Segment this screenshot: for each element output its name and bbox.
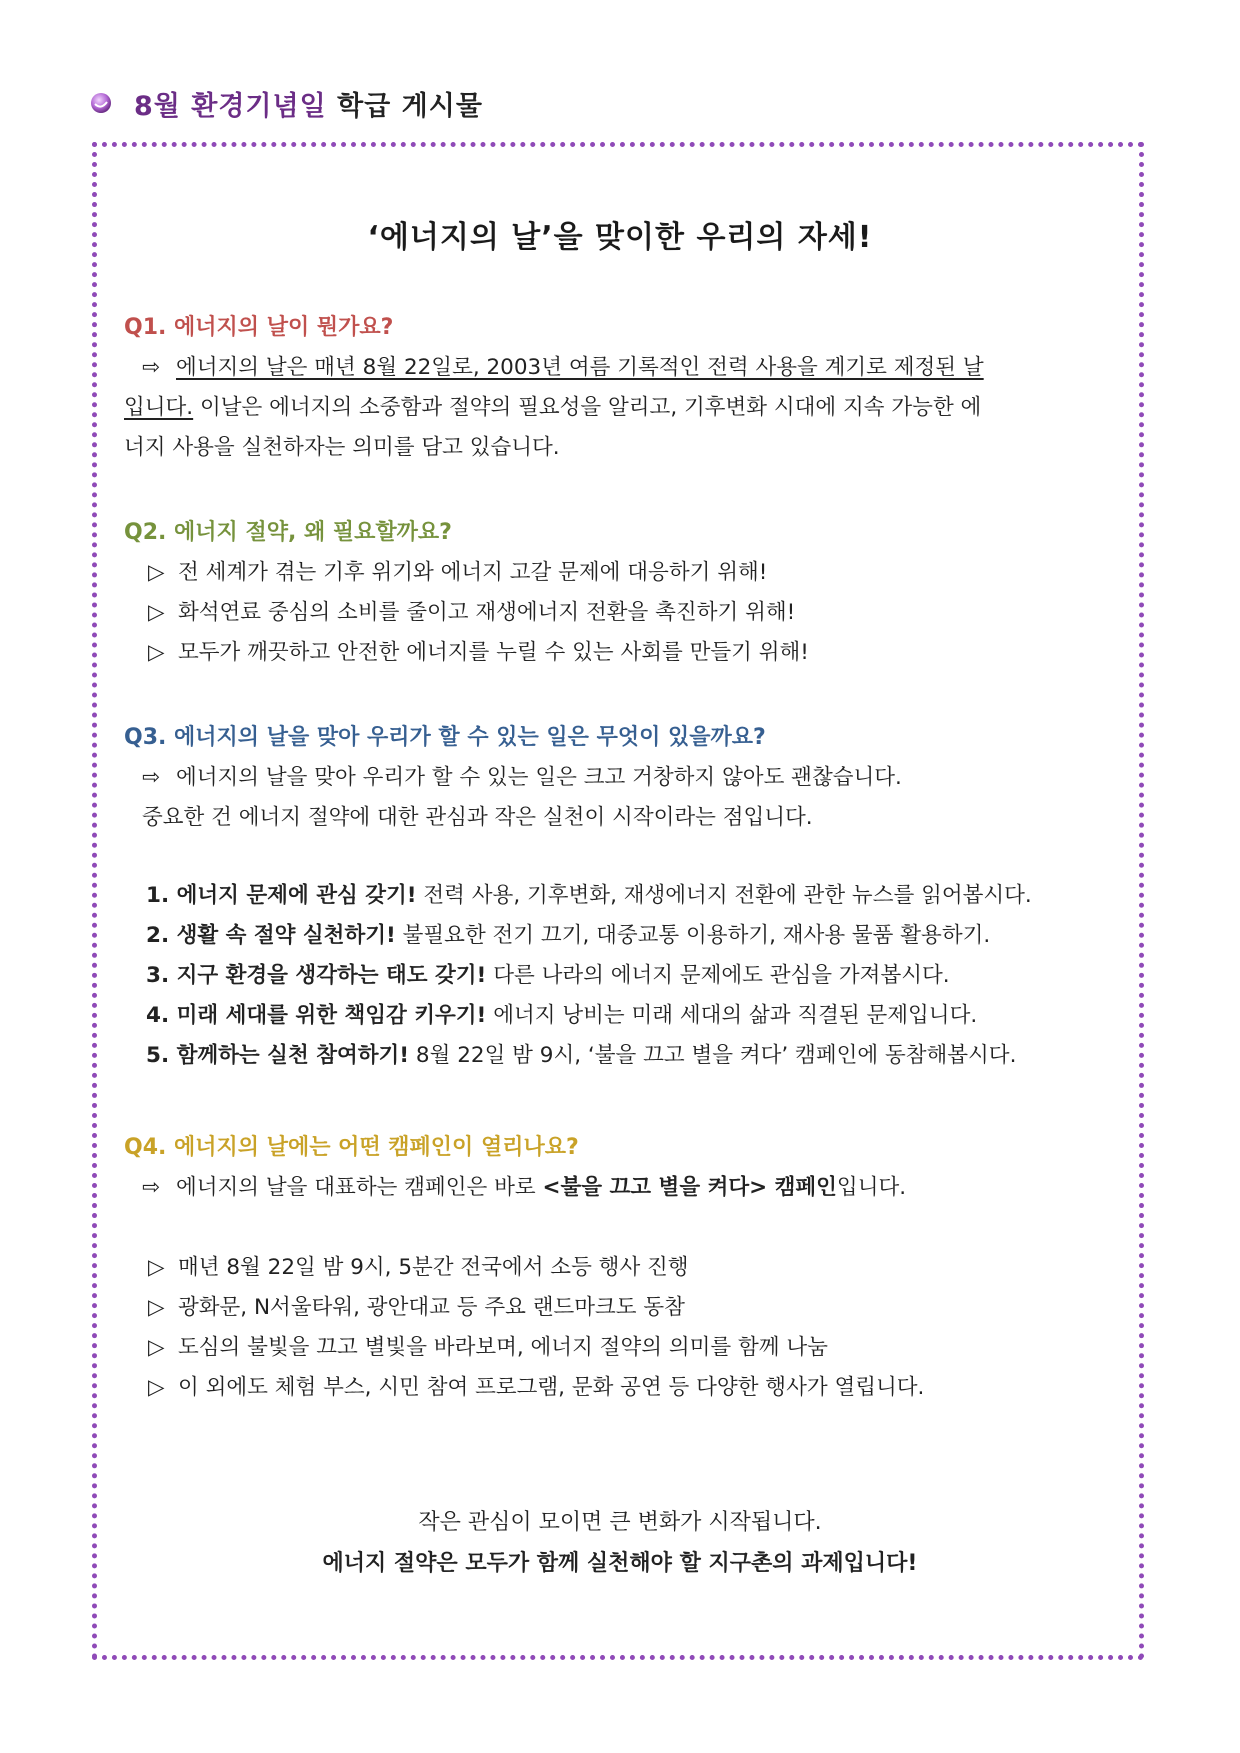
triangle-icon: ▷ [148,600,165,625]
q3-item-1-text: 전력 사용, 기후변화, 재생에너지 전환에 관한 뉴스를 읽어봅시다. [416,883,1032,908]
q3-item-4-bold: 4. 미래 세대를 위한 책임감 키우기! [146,1003,487,1028]
list-item [146,878,1032,909]
q2-item-3: 모두가 깨끗하고 안전한 에너지를 누릴 수 있는 사회를 만들기 위해! [178,640,809,665]
q1-answer-underlined-2: 입니다. [124,395,194,420]
arrow-icon: ⇨ [142,1175,161,1200]
list-item [146,958,950,989]
header-highlight: 8월 환경기념일 [134,90,327,122]
triangle-icon: ▷ [148,1255,165,1280]
list-item [146,918,990,949]
header-rest: 학급 게시물 [337,90,483,122]
page-header [90,83,483,123]
closing-line-2: 에너지 절약은 모두가 함께 실천해야 할 지구촌의 과제입니다! [322,1551,918,1576]
q3-item-3-text: 다른 나라의 에너지 문제에도 관심을 가져봅시다. [486,963,950,988]
q1-question: Q1. 에너지의 날이 뭔가요? [124,315,394,340]
list-item [148,1250,689,1281]
page-title: ‘에너지의 날’을 맞이한 우리의 자세! [367,220,873,255]
q4-answer-line [142,1170,906,1201]
list-item [148,595,795,626]
q3-question: Q3. 에너지의 날을 맞아 우리가 할 수 있는 일은 무엇이 있을까요? [124,725,766,750]
list-item [148,635,809,666]
list-item [148,1370,924,1401]
q4-question: Q4. 에너지의 날에는 어떤 캠페인이 열리나요? [124,1135,579,1160]
list-item [148,1290,685,1321]
q1-answer-line-3: 너지 사용을 실천하자는 의미를 담고 있습니다. [124,435,560,460]
q4-answer-post: 입니다. [836,1175,907,1200]
q3-item-4-text: 에너지 낭비는 미래 세대의 삶과 직결된 문제입니다. [486,1003,978,1028]
triangle-icon: ▷ [148,1375,165,1400]
q3-item-3-bold: 3. 지구 환경을 생각하는 태도 갖기! [146,963,487,988]
triangle-icon: ▷ [148,640,165,665]
arrow-icon: ⇨ [142,355,161,380]
q3-answer-1: 에너지의 날을 맞아 우리가 할 수 있는 일은 크고 거창하지 않아도 괜찮습니다. [176,765,902,790]
q1-answer-underlined-1: 에너지의 날은 매년 8월 22일로, 2003년 여름 기록적인 전력 사용을 계기로 제정된 날 [176,355,984,380]
q2-question: Q2. 에너지 절약, 왜 필요할까요? [124,520,452,545]
q3-answer-2: 중요한 건 에너지 절약에 대한 관심과 작은 실천이 시작이라는 점입니다. [142,805,813,830]
triangle-icon: ▷ [148,560,165,585]
q1-answer-line-2 [124,390,981,421]
list-item [148,1330,828,1361]
list-item [148,555,767,586]
q3-item-5-text: 8월 22일 밤 9시, ‘불을 끄고 별을 켜다’ 캠페인에 동참해봅시다. [409,1043,1017,1068]
bullet-circle-icon [90,92,112,114]
header-title [134,84,483,123]
q2-item-1: 전 세계가 겪는 기후 위기와 에너지 고갈 문제에 대응하기 위해! [178,560,768,585]
q3-item-5-bold: 5. 함께하는 실천 참여하기! [146,1043,410,1068]
q4-answer-bold: <불을 끄고 별을 켜다> 캠페인 [542,1175,837,1200]
q3-item-1-bold: 1. 에너지 문제에 관심 갖기! [146,883,417,908]
triangle-icon: ▷ [148,1335,165,1360]
q2-item-2: 화석연료 중심의 소비를 줄이고 재생에너지 전환을 촉진하기 위해! [178,600,796,625]
q4-item-4: 이 외에도 체험 부스, 시민 참여 프로그램, 문화 공연 등 다양한 행사가 열립니다. [178,1375,925,1400]
q4-item-1: 매년 8월 22일 밤 9시, 5분간 전국에서 소등 행사 진행 [178,1255,689,1280]
list-item [146,998,977,1029]
list-item [146,1038,1016,1069]
q3-item-2-bold: 2. 생활 속 절약 실천하기! [146,923,396,948]
q4-item-2: 광화문, N서울타워, 광안대교 등 주요 랜드마크도 동참 [178,1295,685,1320]
q4-item-3: 도심의 불빛을 끄고 별빛을 바라보며, 에너지 절약의 의미를 함께 나눔 [178,1335,828,1360]
q3-answer-line-1 [142,760,902,791]
triangle-icon: ▷ [148,1295,165,1320]
q1-answer-line-1 [142,350,984,381]
arrow-icon: ⇨ [142,765,161,790]
q4-answer-pre: 에너지의 날을 대표하는 캠페인은 바로 [176,1175,543,1200]
q1-answer-rest-2: 이날은 에너지의 소중함과 절약의 필요성을 알리고, 기후변화 시대에 지속 가능한 에 [193,395,982,420]
closing-line-1: 작은 관심이 모이면 큰 변화가 시작됩니다. [418,1510,822,1535]
q3-item-2-text: 불필요한 전기 끄기, 대중교통 이용하기, 재사용 물품 활용하기. [395,923,991,948]
